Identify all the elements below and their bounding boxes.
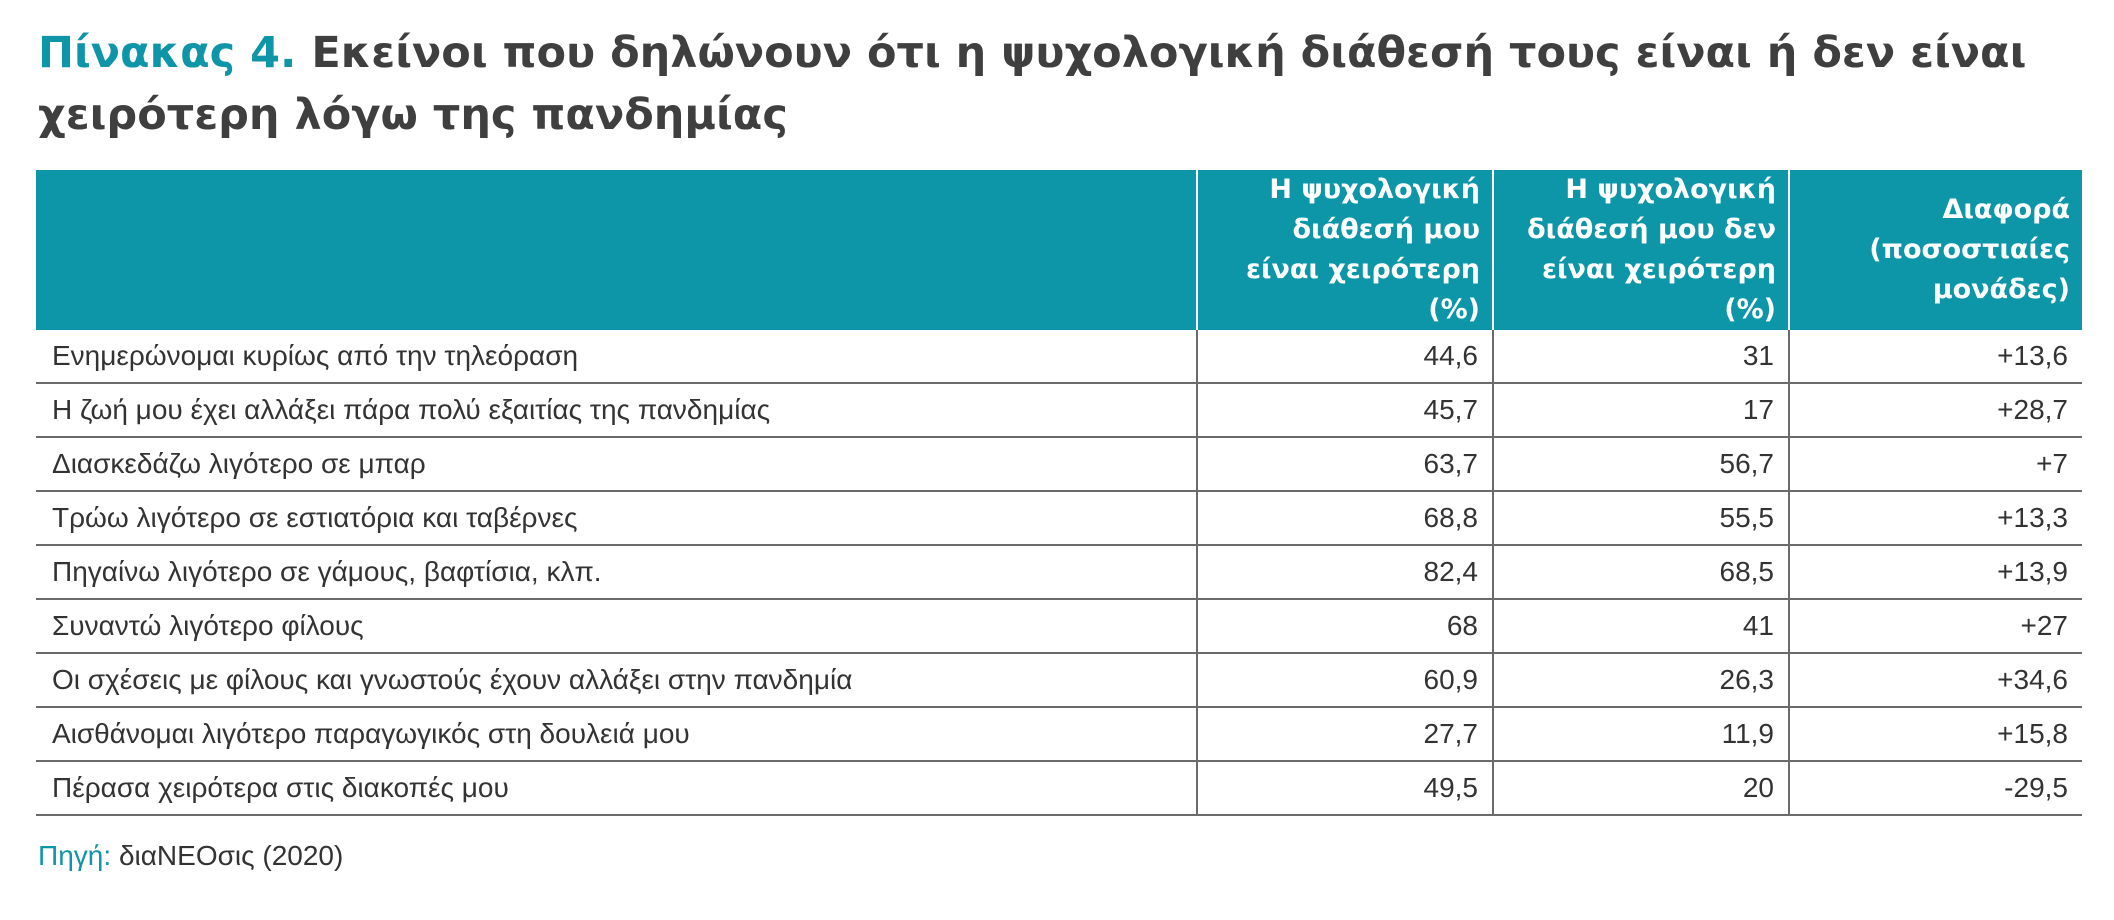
row-label: Οι σχέσεις με φίλους και γνωστούς έχουν αλλάξει στην πανδημία bbox=[36, 653, 1197, 707]
table-title bbox=[38, 22, 2078, 146]
table-body bbox=[36, 330, 2082, 815]
source-label: Πηγή: bbox=[38, 840, 112, 871]
value-worse: 68 bbox=[1197, 599, 1493, 653]
source-text: διαNEOσις (2020) bbox=[118, 840, 344, 871]
header-cell-worse: Η ψυχολογική διάθεσή μου είναι χειρότερη (%) bbox=[1197, 170, 1493, 330]
row-label: Αισθάνομαι λιγότερο παραγωγικός στη δουλειά μου bbox=[36, 707, 1197, 761]
header-cell-difference: Διαφορά (ποσοστιαίες μονάδες) bbox=[1789, 170, 2082, 330]
table-row bbox=[36, 437, 2082, 491]
value-not-worse: 68,5 bbox=[1493, 545, 1789, 599]
table-header bbox=[36, 170, 2082, 330]
row-label: Συναντώ λιγότερο φίλους bbox=[36, 599, 1197, 653]
value-worse: 82,4 bbox=[1197, 545, 1493, 599]
table-row bbox=[36, 761, 2082, 815]
table-row bbox=[36, 653, 2082, 707]
value-difference: +27 bbox=[1789, 599, 2082, 653]
value-difference: +15,8 bbox=[1789, 707, 2082, 761]
header-cell-label bbox=[36, 170, 1197, 330]
value-not-worse: 17 bbox=[1493, 383, 1789, 437]
table-row bbox=[36, 383, 2082, 437]
row-label: Ενημερώνομαι κυρίως από την τηλεόραση bbox=[36, 330, 1197, 383]
row-label: Διασκεδάζω λιγότερο σε μπαρ bbox=[36, 437, 1197, 491]
value-worse: 27,7 bbox=[1197, 707, 1493, 761]
value-not-worse: 55,5 bbox=[1493, 491, 1789, 545]
value-worse: 45,7 bbox=[1197, 383, 1493, 437]
value-not-worse: 41 bbox=[1493, 599, 1789, 653]
table-row bbox=[36, 707, 2082, 761]
value-difference: +28,7 bbox=[1789, 383, 2082, 437]
value-difference: -29,5 bbox=[1789, 761, 2082, 815]
value-not-worse: 20 bbox=[1493, 761, 1789, 815]
row-label: Πηγαίνω λιγότερο σε γάμους, βαφτίσια, κλπ. bbox=[36, 545, 1197, 599]
header-row bbox=[36, 170, 2082, 330]
row-label: Η ζωή μου έχει αλλάξει πάρα πολύ εξαιτίας της πανδημίας bbox=[36, 383, 1197, 437]
data-table bbox=[36, 170, 2082, 816]
value-difference: +13,9 bbox=[1789, 545, 2082, 599]
value-difference: +13,6 bbox=[1789, 330, 2082, 383]
value-worse: 44,6 bbox=[1197, 330, 1493, 383]
value-not-worse: 56,7 bbox=[1493, 437, 1789, 491]
table-number-label: Πίνακας 4. bbox=[38, 28, 297, 78]
table-row bbox=[36, 599, 2082, 653]
value-not-worse: 26,3 bbox=[1493, 653, 1789, 707]
value-not-worse: 31 bbox=[1493, 330, 1789, 383]
value-worse: 68,8 bbox=[1197, 491, 1493, 545]
value-worse: 63,7 bbox=[1197, 437, 1493, 491]
source-note bbox=[38, 840, 343, 872]
value-difference: +34,6 bbox=[1789, 653, 2082, 707]
row-label: Τρώω λιγότερο σε εστιατόρια και ταβέρνες bbox=[36, 491, 1197, 545]
table-row bbox=[36, 330, 2082, 383]
value-worse: 49,5 bbox=[1197, 761, 1493, 815]
value-difference: +7 bbox=[1789, 437, 2082, 491]
table-row bbox=[36, 491, 2082, 545]
header-cell-not-worse: Η ψυχολογική διάθεσή μου δεν είναι χειρότερη (%) bbox=[1493, 170, 1789, 330]
table-title-text: Εκείνοι που δηλώνουν ότι η ψυχολογική διάθεσή τους είναι ή δεν είναι χειρότερη λόγω της πανδημίας bbox=[38, 28, 2027, 140]
value-worse: 60,9 bbox=[1197, 653, 1493, 707]
value-difference: +13,3 bbox=[1789, 491, 2082, 545]
row-label: Πέρασα χειρότερα στις διακοπές μου bbox=[36, 761, 1197, 815]
table-row bbox=[36, 545, 2082, 599]
value-not-worse: 11,9 bbox=[1493, 707, 1789, 761]
